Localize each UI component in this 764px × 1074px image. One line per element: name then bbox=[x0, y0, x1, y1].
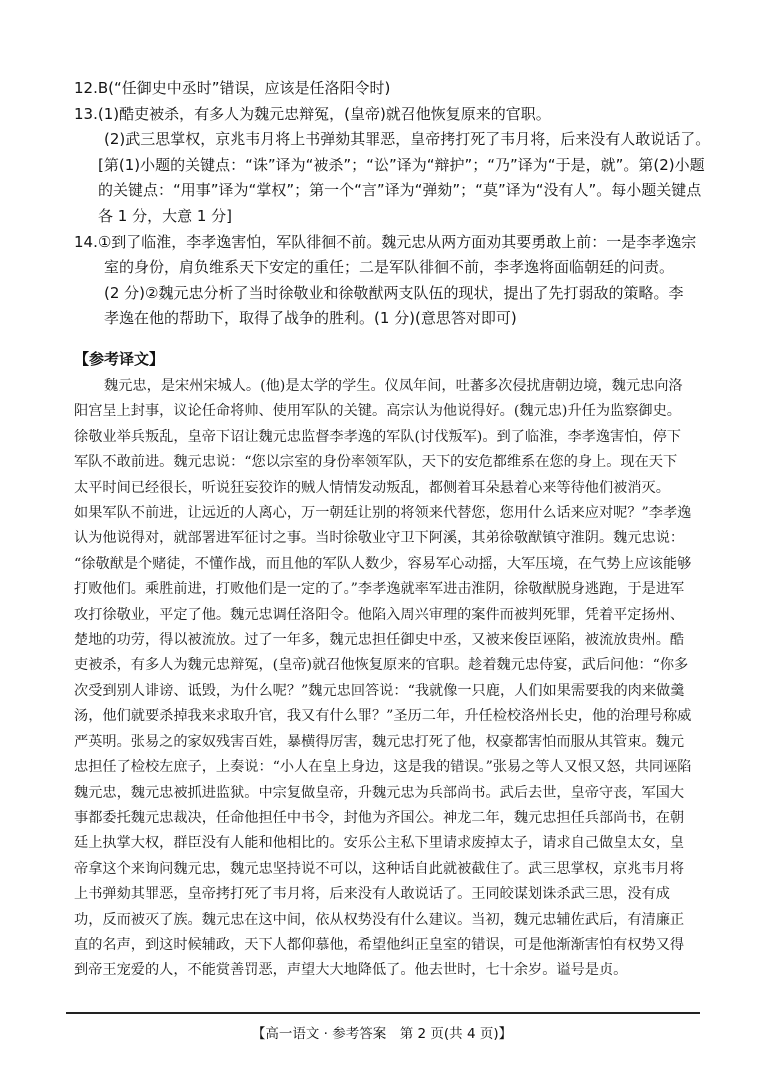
translation-line: 廷上执掌大权，群臣没有人能和他相比的。安乐公主私下里请求废掉太子，请求自己做皇太女，皇 bbox=[74, 835, 685, 852]
answer-section bbox=[74, 76, 711, 332]
translation-line: 事都委托魏元忠裁决，任命他担任中书令，封他为齐国公。神龙二年，魏元忠担任兵部尚书，在朝 bbox=[74, 809, 685, 826]
translation-line: “徐敬猷是个赌徒，不懂作战，而且他的军队人数少，容易军心动摇，大军压境，在气势上应该能够 bbox=[74, 555, 692, 572]
translation-line: 严英明。张易之的家奴残害百姓，暴横得厉害，魏元忠打死了他，权豪都害怕而服从其管束。魏元 bbox=[74, 733, 685, 750]
translation-line: 魏元忠，魏元忠被抓进监狱。中宗复做皇帝，升魏元忠为兵部尚书。武后去世，皇帝守丧，军国大 bbox=[74, 784, 685, 801]
answer-line: 14.①到了临淮，李孝逸害怕，军队徘徊不前。魏元忠从两方面劝其要勇敢上前：一是李孝逸宗 bbox=[74, 232, 697, 251]
translation-line: 攻打徐敬业，平定了他。魏元忠调任洛阳令。他陷入周兴审理的案件而被判死罪，凭着平定扬州、 bbox=[74, 606, 685, 623]
translation-line: 太平时间已经很长，听说狂妄狡诈的贼人情情发动叛乱，都侧着耳朵悬着心来等待他们被消灭。 bbox=[74, 479, 670, 496]
translation-line: 直的名声，到这时候辅政，天下人都仰慕他，希望他纠正皇室的错误，可是他渐渐害怕有权势又得 bbox=[74, 936, 685, 953]
translation-line: 楚地的功劳，得以被流放。过了一年多，魏元忠担任御史中丞，又被来俊臣诬陷，被流放贵州。酷 bbox=[74, 632, 685, 649]
translation-line: 认为他说得对，就部署进军征讨之事。当时徐敬业守卫下阿溪，其弟徐敬猷镇守淮阴。魏元忠说： bbox=[74, 530, 685, 547]
translation-line: 如果军队不前进，让远近的人离心，万一朝廷让别的将领来代替您，您用什么话来应对呢？”李孝逸 bbox=[74, 505, 692, 522]
page-footer: 【高一语文 · 参考答案 第 2 页(共 4 页)】 bbox=[251, 1026, 513, 1042]
answer-line: 各 1 分，大意 1 分] bbox=[98, 206, 233, 225]
translation-line: 阳宫呈上封事，议论任命将帅、使用军队的关键。高宗认为他说得好。(魏元忠)升任为监察御史。 bbox=[74, 403, 681, 420]
translation-line: 功，反而被灭了族。魏元忠在这中间，依从权势没有什么建议。当初，魏元忠辅佐武后，有清廉正 bbox=[74, 911, 685, 928]
reference-translation-title: 【参考译文】 bbox=[74, 350, 165, 368]
answer-line: (2 分)②魏元忠分析了当时徐敬业和徐敬猷两支队伍的现状，提出了先打弱敌的策略。李 bbox=[104, 283, 684, 302]
translation-line: 忠担任了检校左庶子，上奏说：“小人在皇上身边，这是我的错误。”张易之等人又恨又怒，共同诬陷 bbox=[74, 759, 692, 776]
translation-line: 打败他们。乘胜前进，打败他们是一定的了。”李孝逸就率军进击淮阴，徐敬猷脱身逃跑，于是进军 bbox=[74, 581, 685, 598]
answer-line: 13.(1)酷吏被杀，有多人为魏元忠辩冤，(皇帝)就召他恢复原来的官职。 bbox=[74, 104, 551, 123]
translation-line: 徐敬业举兵叛乱，皇帝下诏让魏元忠监督李孝逸的军队(讨伐叛军)。到了临淮，李孝逸害怕，停下 bbox=[74, 428, 681, 445]
translation-line: 上书弹劾其罪恶，皇帝拷打死了韦月将，后来没有人敢说话了。王同皎谋划诛杀武三思，没有成 bbox=[74, 886, 670, 903]
answer-line: 12.B(“任御史中丞时”错误，应该是任洛阳令时) bbox=[74, 79, 391, 97]
answer-line: (2)武三思掌权，京兆韦月将上书弹劾其罪恶，皇帝拷打死了韦月将，后来没有人敢说话了。 bbox=[104, 130, 711, 149]
translation-line: 汤，他们就要杀掉我来求取升官，我又有什么罪？”圣历二年，升任检校洛州长史，他的治理号称威 bbox=[74, 708, 692, 725]
translation-line: 吏被杀，有多人为魏元忠辩冤，(皇帝)就召他恢复原来的官职。趁着魏元忠侍宴，武后问他：“你多 bbox=[74, 657, 689, 674]
translation-line: 军队不敢前进。魏元忠说：“您以宗室的身份率领军队，天下的安危都维系在您的身上。现在天下 bbox=[74, 454, 678, 471]
footer-divider bbox=[66, 1012, 700, 1014]
reference-translation bbox=[74, 374, 704, 984]
translation-line: 次受到别人诽谤、诋毁，为什么呢？”魏元忠回答说：“我就像一只鹿，人们如果需要我的肉来做羹 bbox=[74, 682, 685, 699]
answer-line: 室的身份，肩负维系天下安定的重任；二是军队徘徊不前，李孝逸将面临朝廷的问责。 bbox=[104, 258, 675, 277]
translation-line: 帝拿这个来询问魏元忠，魏元忠坚持说不可以，这种话自此就被截住了。武三思掌权，京兆韦月将 bbox=[74, 860, 685, 877]
answer-line: 的关键点：“用事”译为“掌权”；第一个“言”译为“弹劾”；“莫”译为“没有人”。每小题关键点 bbox=[98, 181, 702, 200]
answer-line: 孝逸在他的帮助下，取得了战争的胜利。(1 分)(意思答对即可) bbox=[104, 309, 517, 328]
translation-line: 魏元忠，是宋州宋城人。(他)是太学的学生。仪凤年间，吐蕃多次侵扰唐朝边境，魏元忠向洛 bbox=[104, 378, 683, 394]
answer-line: [第(1)小题的关键点：“诛”译为“被杀”；“讼”译为“辩护”；“乃”译为“于是，就”。第(2)小题 bbox=[98, 155, 705, 174]
translation-line: 到帝王宠爱的人，不能赏善罚恶，声望大大地降低了。他去世时，七十余岁。谥号是贞。 bbox=[74, 962, 628, 979]
